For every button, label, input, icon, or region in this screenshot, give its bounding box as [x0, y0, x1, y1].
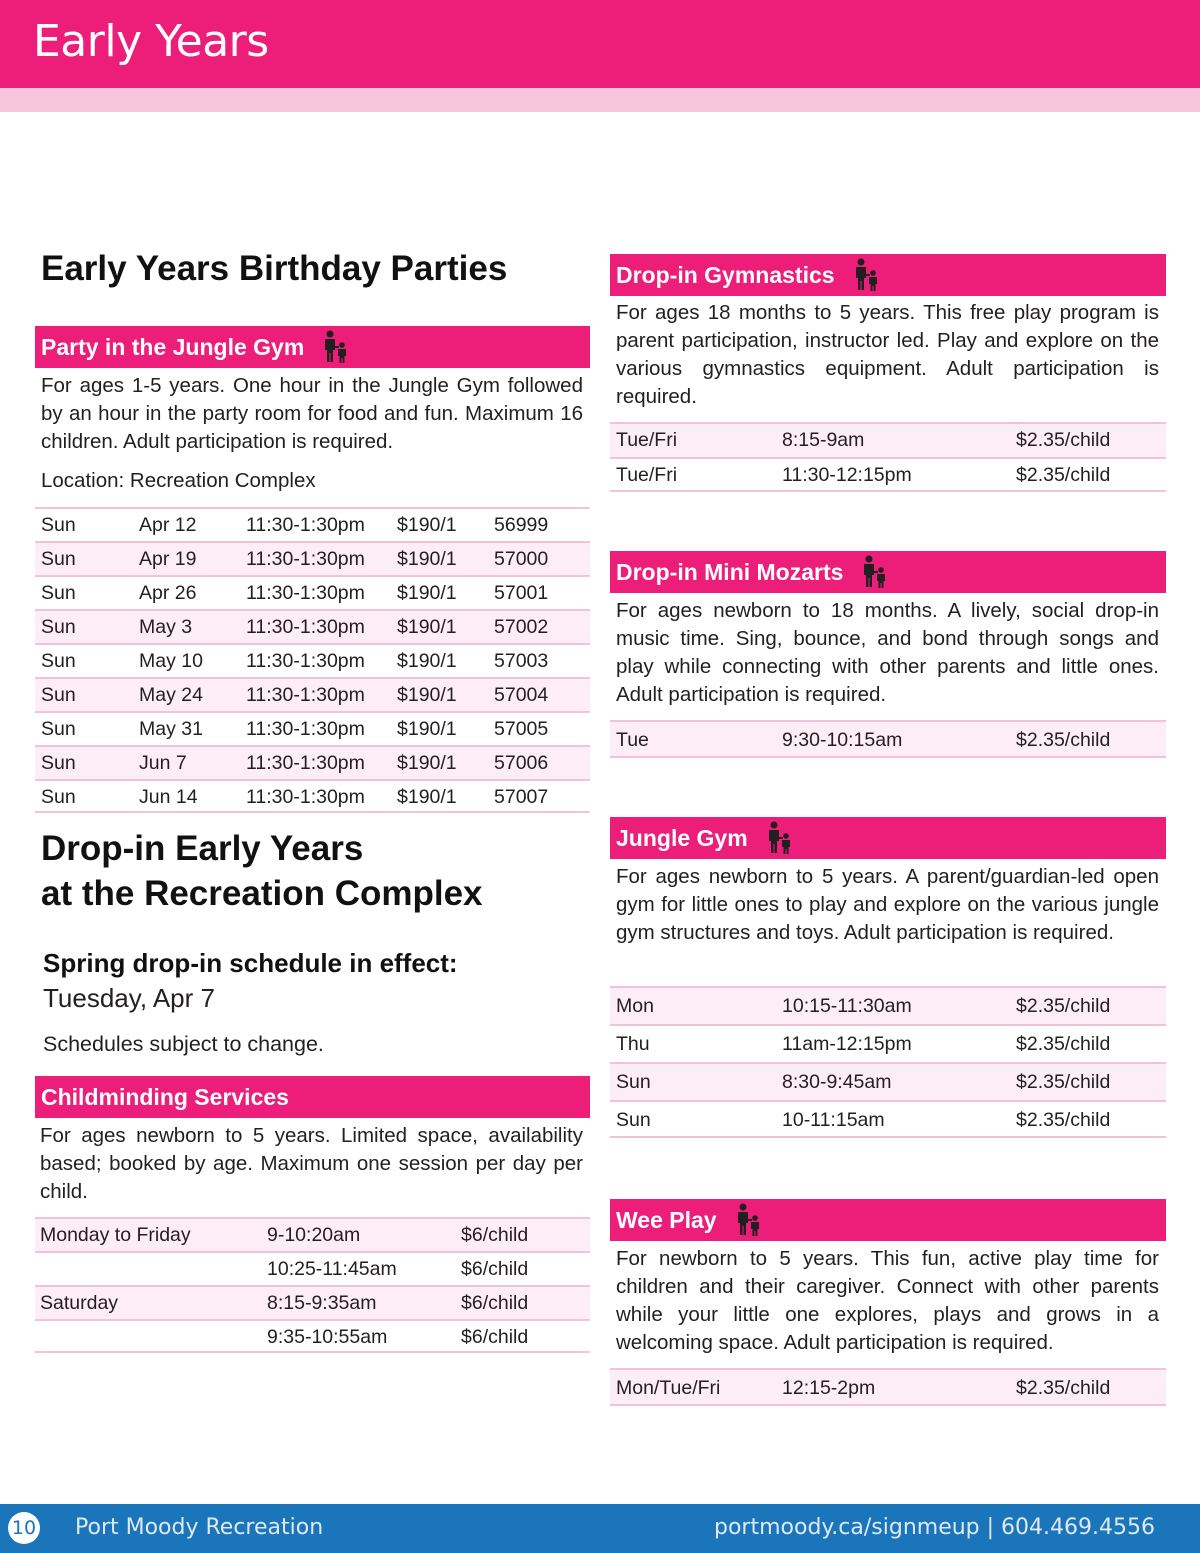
table-row	[35, 575, 590, 609]
table-cell-date: Apr 19	[139, 548, 197, 570]
table-cell-price: $2.35/child	[1016, 1109, 1111, 1131]
birthday-parties-heading: Early Years Birthday Parties	[41, 249, 508, 288]
page-number: 10	[8, 1512, 40, 1544]
table-cell-price: $6/child	[461, 1224, 529, 1246]
table-cell-time: 8:30-9:45am	[782, 1071, 892, 1093]
footer-org-name: Port Moody Recreation	[75, 1515, 324, 1540]
table-cell-code: 56999	[494, 514, 549, 536]
table-cell-day: Sun	[616, 1109, 651, 1131]
table-cell-price: $190/1	[397, 718, 457, 740]
table-cell-time: 10:25-11:45am	[267, 1258, 397, 1280]
jungle-gym-description: For ages newborn to 5 years. A parent/guardian-led open gym for little ones to play and explore on the various jungle gym structures and toys. Adult participation is required.	[616, 865, 1159, 944]
table-row	[610, 1100, 1166, 1138]
footer-contact[interactable]: portmoody.ca/signmeup | 604.469.4556	[714, 1515, 1155, 1540]
table-cell-time: 11:30-1:30pm	[246, 684, 365, 706]
table-cell-time: 8:15-9:35am	[267, 1292, 377, 1314]
table-cell-price: $190/1	[397, 616, 457, 638]
table-row	[35, 507, 590, 541]
table-row	[35, 1285, 590, 1319]
table-cell-day: Sun	[41, 548, 76, 570]
jungle-gym-bar	[610, 817, 1166, 859]
table-cell-time: 8:15-9am	[782, 429, 865, 451]
mini-mozarts-description: For ages newborn to 18 months. A lively, social drop-in music time. Sing, bounce, and bond through songs and play while connecting with other parents and little ones. Adult participation is required.	[616, 599, 1159, 706]
table-cell-time: 11:30-1:30pm	[246, 548, 365, 570]
table-cell-day: Tue/Fri	[616, 464, 678, 486]
jungle-gym-title: Jungle Gym	[616, 825, 748, 851]
table-cell-price: $190/1	[397, 548, 457, 570]
parent-child-icon	[735, 1203, 763, 1237]
table-cell-day: Mon/Tue/Fri	[616, 1377, 721, 1399]
table-cell-time: 12:15-2pm	[782, 1377, 876, 1399]
table-cell-price: $6/child	[461, 1292, 529, 1314]
table-cell-code: 57003	[494, 650, 549, 672]
table-cell-day: Tue	[616, 729, 649, 751]
header-accent-band	[0, 88, 1200, 112]
gymnastics-schedule-table	[610, 422, 1166, 492]
table-cell-time: 11:30-1:30pm	[246, 650, 365, 672]
table-cell-code: 57001	[494, 582, 549, 604]
party-description: For ages 1-5 years. One hour in the Jungle Gym followed by an hour in the party room for food and fun. Maximum 16 children. Adult participation is required.	[41, 374, 583, 453]
gymnastics-title: Drop-in Gymnastics	[616, 262, 835, 288]
table-cell-day: Mon	[616, 995, 654, 1017]
table-cell-day: Sun	[41, 582, 76, 604]
table-row	[610, 720, 1166, 758]
table-cell-code: 57006	[494, 752, 549, 774]
table-row	[35, 779, 590, 813]
table-row	[35, 1217, 590, 1251]
table-cell-time: 10:15-11:30am	[782, 995, 912, 1017]
table-cell-time: 11:30-1:30pm	[246, 616, 365, 638]
table-cell-time: 10-11:15am	[782, 1109, 885, 1131]
spring-schedule-title: Spring drop-in schedule in effect:	[43, 948, 458, 978]
table-cell-price: $190/1	[397, 752, 457, 774]
table-cell-price: $2.35/child	[1016, 429, 1111, 451]
table-cell-time: 11:30-1:30pm	[246, 514, 365, 536]
table-cell-code: 57000	[494, 548, 549, 570]
table-row	[610, 422, 1166, 457]
table-cell-time: 9-10:20am	[267, 1224, 361, 1246]
spring-schedule-date: Tuesday, Apr 7	[43, 983, 215, 1013]
table-cell-date: May 10	[139, 650, 203, 672]
table-cell-time: 11am-12:15pm	[782, 1033, 912, 1055]
table-cell-date: Jun 14	[139, 786, 198, 808]
table-cell-date: May 31	[139, 718, 203, 740]
table-cell-day: Sun	[41, 786, 76, 808]
table-cell-time: 11:30-1:30pm	[246, 582, 365, 604]
table-cell-code: 57004	[494, 684, 549, 706]
schedule-note: Schedules subject to change.	[43, 1032, 324, 1056]
mini-mozarts-title: Drop-in Mini Mozarts	[616, 559, 844, 585]
table-cell-price: $190/1	[397, 786, 457, 808]
table-cell-time: 9:30-10:15am	[782, 729, 903, 751]
table-cell-date: May 3	[139, 616, 193, 638]
table-cell-price: $6/child	[461, 1258, 529, 1280]
table-cell-day: Tue/Fri	[616, 429, 678, 451]
table-cell-price: $190/1	[397, 684, 457, 706]
table-row	[610, 457, 1166, 492]
table-row	[610, 1024, 1166, 1062]
wee-play-description: For newborn to 5 years. This fun, active play time for children and their caregiver. Connect with other parents while your little one explores, plays and grows in a welcoming space. Adult participation is required.	[616, 1247, 1159, 1354]
party-schedule-table	[35, 507, 590, 813]
childminding-title: Childminding Services	[41, 1084, 289, 1110]
table-cell-day: Sun	[41, 718, 76, 740]
table-cell-time: 11:30-1:30pm	[246, 752, 365, 774]
page-footer	[0, 1504, 1200, 1553]
mini-mozarts-schedule-table	[610, 720, 1166, 758]
table-row	[35, 541, 590, 575]
table-cell-day: Sun	[41, 752, 76, 774]
table-cell-day: Sun	[41, 514, 76, 536]
parent-child-icon	[766, 821, 794, 855]
table-cell-time: 11:30-1:30pm	[246, 786, 365, 808]
mini-mozarts-bar	[610, 551, 1166, 593]
table-row	[35, 1251, 590, 1285]
table-cell-day: Sun	[41, 650, 76, 672]
dropin-heading-line2: at the Recreation Complex	[41, 874, 483, 913]
table-cell-day: Sun	[616, 1071, 651, 1093]
table-cell-day: Monday to Friday	[40, 1224, 191, 1246]
table-row	[610, 986, 1166, 1024]
table-row	[35, 643, 590, 677]
table-cell-day: Saturday	[40, 1292, 119, 1314]
table-cell-price: $2.35/child	[1016, 464, 1111, 486]
page-title: Early Years	[33, 16, 269, 67]
dropin-heading-line1: Drop-in Early Years	[41, 829, 364, 868]
table-row	[35, 609, 590, 643]
table-cell-price: $2.35/child	[1016, 729, 1111, 751]
childminding-schedule-table	[35, 1217, 590, 1353]
table-cell-date: Apr 12	[139, 514, 197, 536]
childminding-bar	[35, 1076, 590, 1118]
table-cell-day: Sun	[41, 684, 76, 706]
gymnastics-bar	[610, 254, 1166, 296]
table-cell-price: $2.35/child	[1016, 1033, 1111, 1055]
table-cell-code: 57002	[494, 616, 549, 638]
table-cell-date: Jun 7	[139, 752, 187, 774]
table-cell-date: Apr 26	[139, 582, 197, 604]
wee-play-title: Wee Play	[616, 1207, 717, 1233]
party-jungle-gym-title: Party in the Jungle Gym	[41, 334, 305, 360]
table-row	[35, 745, 590, 779]
table-row	[610, 1062, 1166, 1100]
table-cell-time: 11:30-1:30pm	[246, 718, 365, 740]
table-cell-day: Sun	[41, 616, 76, 638]
table-cell-price: $6/child	[461, 1326, 529, 1348]
childminding-description: For ages newborn to 5 years. Limited space, availability based; booked by age. Maximum one session per day per child.	[40, 1124, 583, 1203]
table-cell-code: 57007	[494, 786, 549, 808]
parent-child-icon	[853, 258, 881, 292]
table-cell-price: $2.35/child	[1016, 1377, 1111, 1399]
table-cell-time: 9:35-10:55am	[267, 1326, 388, 1348]
table-row	[35, 677, 590, 711]
table-cell-day: Thu	[616, 1033, 650, 1055]
wee-play-bar	[610, 1199, 1166, 1241]
wee-play-schedule-table	[610, 1368, 1166, 1406]
table-row	[35, 711, 590, 745]
parent-child-icon	[322, 330, 350, 364]
table-cell-price: $190/1	[397, 582, 457, 604]
party-jungle-gym-bar	[35, 326, 590, 368]
table-row	[610, 1368, 1166, 1406]
table-cell-price: $2.35/child	[1016, 995, 1111, 1017]
gymnastics-description: For ages 18 months to 5 years. This free play program is parent participation, instructor led. Play and explore on the various gymnastics equipment. Adult participation is required.	[616, 301, 1159, 408]
table-cell-price: $2.35/child	[1016, 1071, 1111, 1093]
jungle-gym-schedule-table	[610, 986, 1166, 1138]
table-cell-date: May 24	[139, 684, 203, 706]
table-cell-price: $190/1	[397, 514, 457, 536]
table-row	[35, 1319, 590, 1353]
table-cell-code: 57005	[494, 718, 549, 740]
table-cell-price: $190/1	[397, 650, 457, 672]
party-location: Location: Recreation Complex	[41, 469, 316, 492]
page-header-banner	[0, 0, 1200, 88]
parent-child-icon	[861, 555, 889, 589]
table-cell-time: 11:30-12:15pm	[782, 464, 912, 486]
